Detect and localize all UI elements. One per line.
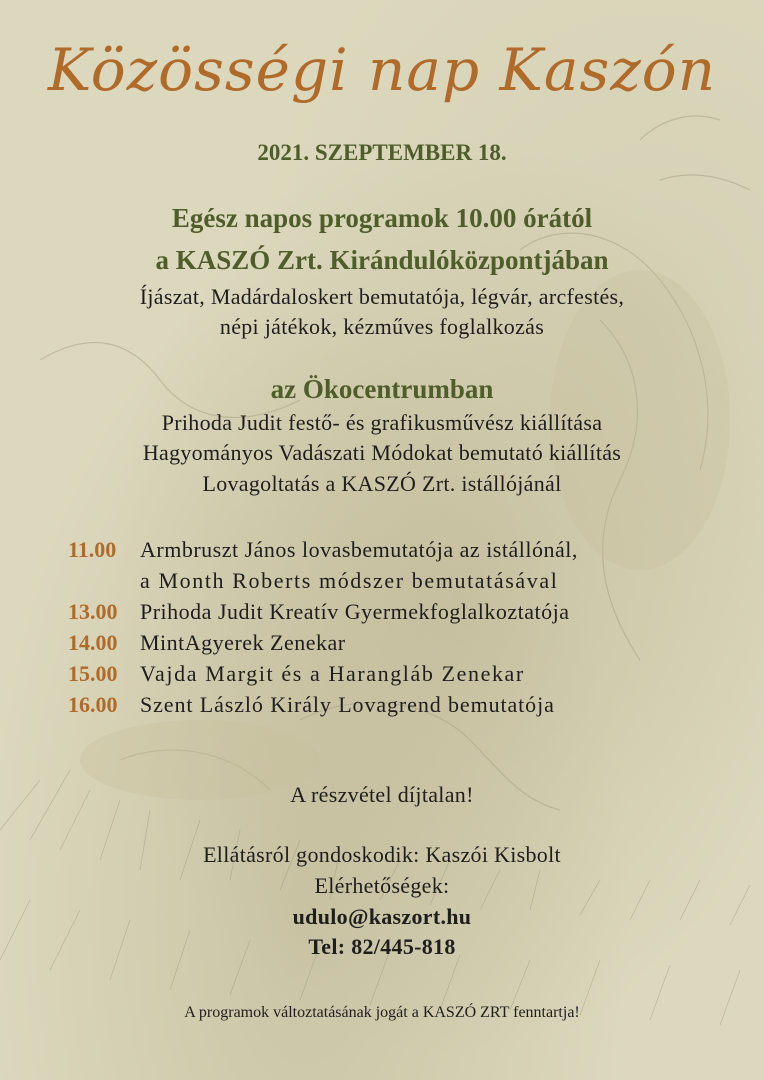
schedule-time: 15.00 [68,661,118,686]
section1-line2: népi játékok, kézműves foglalkozás [219,314,545,339]
schedule-time: 13.00 [68,599,118,624]
schedule-row [68,689,728,720]
section1-heading-line1: Egész napos programok 10.00 órától [171,203,593,233]
section2-line1: Prihoda Judit festő- és grafikusművész kiállítása [161,410,603,435]
event-date: 2021. SZEPTEMBER 18. [257,140,507,165]
schedule-row [68,565,728,596]
schedule-list [68,534,728,720]
schedule-text: Vajda Margit és a Harangláb Zenekar [140,661,525,686]
disclaimer-text: A programok változtatásának jogát a KASZÓ ZRT fenntartja! [184,1004,580,1021]
schedule-text: Armbruszt János lovasbemutatója az istállónál, [140,537,578,562]
section2-heading: az Ökocentrumban [270,374,494,404]
schedule-time: 11.00 [68,537,117,562]
schedule-row [68,627,728,658]
section1-line1: Íjászat, Madárdaloskert bemutatója, légvár, arcfestés, [139,284,625,309]
schedule-time: 14.00 [68,630,118,655]
contact-phone: Tel: 82/445-818 [308,934,456,959]
section2-line2: Hagyományos Vadászati Módokat bemutató kiállítás [142,440,622,465]
section1-heading-line2: a KASZÓ Zrt. Kirándulóközpontjában [155,245,609,275]
schedule-text: MintAgyerek Zenekar [140,630,346,655]
schedule-row [68,658,728,689]
contacts-label: Elérhetőségek: [314,873,450,898]
schedule-row [68,534,728,565]
schedule-text: Prihoda Judit Kreatív Gyermekfoglalkoztatója [140,599,570,624]
schedule-text: Szent László Király Lovagrend bemutatója [140,692,555,717]
catering-info: Ellátásról gondoskodik: Kaszói Kisbolt [203,842,561,867]
free-entry-note: A részvétel díjtalan! [290,782,474,807]
schedule-row [68,596,728,627]
poster-title: Közösségi nap Kaszón [47,36,717,104]
contact-email-link[interactable]: udulo@kaszort.hu [292,904,472,929]
schedule-time: 16.00 [68,692,118,717]
section2-line3: Lovagoltatás a KASZÓ Zrt. istállójánál [202,471,562,496]
schedule-text: a Month Roberts módszer bemutatásával [140,568,559,593]
